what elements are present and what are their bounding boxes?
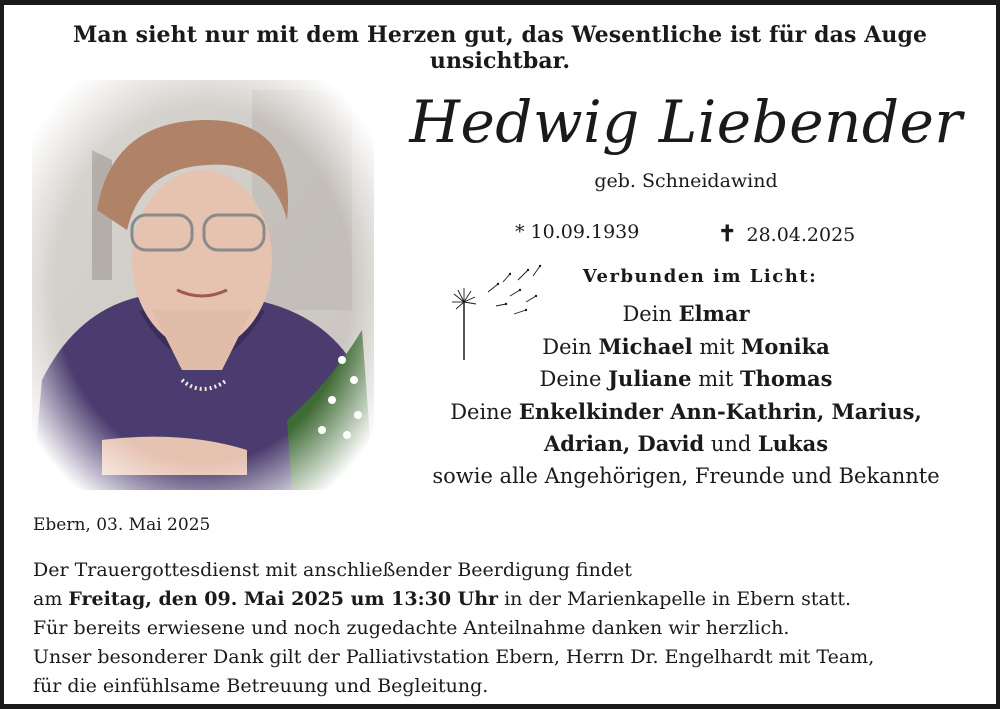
- mourner-prefix: Dein: [542, 334, 599, 359]
- mourner-prefix: Deine: [539, 367, 609, 391]
- notice-text: am: [33, 588, 69, 610]
- maiden-name: geb. Schneidawind: [594, 170, 778, 192]
- mourner-name: Thomas: [739, 366, 833, 391]
- mourner-line: [380, 396, 992, 429]
- notice-line: Unser besonderer Dank gilt der Palliativstation Ebern, Herrn Dr. Engelhardt mit Team,: [33, 646, 875, 668]
- death-date-row: [718, 221, 855, 247]
- service-datetime: Freitag, den 09. Mai 2025 um 13:30 Uhr: [68, 588, 499, 610]
- notice-line: [33, 585, 983, 614]
- mourner-prefix: Deine: [450, 399, 519, 424]
- notice-line: für die einfühlsame Betreuung und Begleitung.: [33, 675, 489, 697]
- mourner-name: Adrian, David: [543, 431, 705, 456]
- notice-line: Für bereits erwiesene und noch zugedachte Anteilnahme danken wir herzlich.: [33, 617, 790, 639]
- mourner-line: [380, 363, 992, 396]
- mourner-name: Monika: [741, 333, 830, 359]
- death-date: 28.04.2025: [746, 224, 856, 246]
- mourner-prefix: Dein: [622, 302, 679, 326]
- notice-text: in der Marienkapelle in Ebern statt.: [498, 588, 852, 610]
- mourner-line: [380, 428, 992, 461]
- place-date: Ebern, 03. Mai 2025: [33, 515, 211, 535]
- mourner-name: Enkelkinder Ann-Kathrin, Marius,: [518, 398, 922, 424]
- mourner-line: [380, 331, 992, 364]
- cross-icon: ✝: [718, 221, 737, 247]
- mourner-name: Elmar: [678, 301, 750, 326]
- mourner-line: sowie alle Angehörigen, Freunde und Bekannte: [432, 463, 940, 488]
- mourner-line: [380, 298, 992, 331]
- mourner-name: Lukas: [758, 431, 829, 456]
- mourner-connector: mit: [692, 334, 742, 359]
- mourners-heading: Verbunden im Licht:: [582, 266, 818, 287]
- birth-date: 10.09.1939: [530, 221, 640, 243]
- birth-date-row: [515, 221, 639, 243]
- mourner-name: Michael: [598, 333, 693, 359]
- birth-star-icon: *: [515, 221, 525, 243]
- portrait-photo: [32, 80, 374, 490]
- motto-quote: Man sieht nur mit dem Herzen gut, das Wesentliche ist für das Auge unsichtbar.: [72, 22, 928, 74]
- mourner-connector: und: [704, 432, 759, 456]
- notice-line: Der Trauergottesdienst mit anschließender Beerdigung findet: [33, 559, 632, 581]
- deceased-name: Hedwig Liebender: [409, 88, 963, 156]
- mourner-connector: mit: [691, 367, 740, 391]
- funeral-notice: [33, 556, 983, 701]
- mourner-name: Juliane: [608, 366, 692, 391]
- mourners-list: [380, 298, 992, 492]
